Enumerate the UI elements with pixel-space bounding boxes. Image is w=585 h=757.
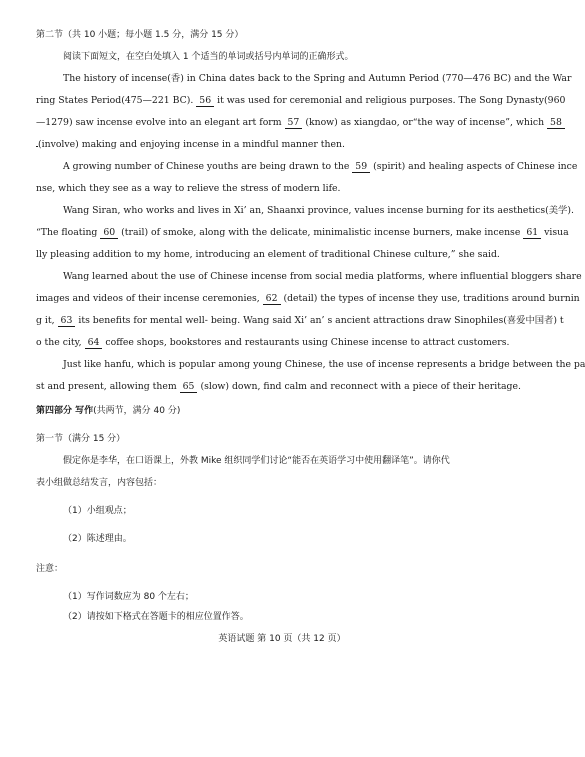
blank-64: 64 xyxy=(85,338,103,349)
passage-text: ring States Period(475—221 BC). xyxy=(36,95,194,106)
passage-line xyxy=(63,161,578,173)
blank-61: 61 xyxy=(523,228,541,239)
blank-60: 60 xyxy=(100,228,118,239)
section1-heading: 第一节（满分 15 分） xyxy=(36,434,126,444)
blank-56: 56 xyxy=(196,96,214,107)
writing-prompt: 表小组做总结发言，内容包括： xyxy=(36,478,163,488)
part4-heading xyxy=(36,405,536,417)
passage-text: (slow) down, find calm and reconnect with a piece of their heritage. xyxy=(200,381,521,392)
instruction: 阅读下面短文，在空白处填入 1 个适当的单词或括号内单词的正确形式。 xyxy=(63,52,354,62)
blank-65: 65 xyxy=(180,382,198,393)
blank-63: 63 xyxy=(58,316,76,327)
passage-line xyxy=(36,227,569,239)
passage-text: st and present, allowing them xyxy=(36,381,177,392)
content-item-2: （2）陈述理由。 xyxy=(63,534,132,544)
passage-line xyxy=(36,117,562,129)
passage-line xyxy=(36,337,536,349)
passage-text: “The floating xyxy=(36,227,98,238)
blank-58: 58 xyxy=(547,118,565,129)
passage-text: A growing number of Chinese youths are being drawn to the xyxy=(63,161,350,172)
part4-title: 第四部分 写作 xyxy=(36,406,94,416)
notes-label: 注意： xyxy=(36,564,64,574)
passage-text: (trail) of smoke, along with the delicate, minimalistic incense burners, make incense xyxy=(121,227,521,238)
passage-line: lly pleasing addition to my home, introducing an element of traditional Chinese culture,” she said. xyxy=(36,249,500,260)
note-2: （2）请按如下格式在答题卡的相应位置作答。 xyxy=(63,612,249,622)
blank-62: 62 xyxy=(263,294,281,305)
passage-line: Wang learned about the use of Chinese incense from social media platforms, where influential bloggers share xyxy=(63,271,582,282)
passage-line xyxy=(36,315,564,327)
page-footer: 英语试题 第 10 页（共 12 页） xyxy=(218,634,346,644)
passage-text: (spirit) and healing aspects of Chinese ince xyxy=(373,161,578,172)
blank-57: 57 xyxy=(285,118,303,129)
passage-text: coffee shops, bookstores and restaurants using Chinese incense to attract customers. xyxy=(105,337,510,348)
passage-text: g it, xyxy=(36,315,55,326)
passage-line: Wang Siran, who works and lives in Xi’ an, Shaanxi province, values incense burning for its aesthetics(美学). xyxy=(63,205,574,216)
passage-line xyxy=(36,95,566,107)
passage-text: —1279) saw incense evolve into an elegant art form xyxy=(36,117,282,128)
passage-line: Just like hanfu, which is popular among young Chinese, the use of incense represents a bridge between the pa xyxy=(63,359,585,370)
passage-text: it was used for ceremonial and religious purposes. The Song Dynasty(960 xyxy=(217,95,566,106)
passage-line xyxy=(36,139,536,151)
passage-line: nse, which they see as a way to relieve the stress of modern life. xyxy=(36,183,341,194)
passage-line xyxy=(36,381,536,393)
section2-heading: 第二节（共 10 小题；每小题 1.5 分，满分 15 分） xyxy=(36,30,244,40)
part4-note: (共两节，满分 40 分) xyxy=(93,406,181,416)
writing-prompt: 假定你是李华，在口语课上，外教 Mike 组织同学们讨论“能否在英语学习中使用翻译笔”。请你代 xyxy=(63,456,450,466)
passage-line xyxy=(36,293,580,305)
passage-line: The history of incense(香) in China dates back to the Spring and Autumn Period (770—476 BC) and the War xyxy=(63,73,572,84)
note-1: （1）写作词数应为 80 个左右； xyxy=(63,592,194,602)
passage-text: (involve) making and enjoying incense in a mindful manner then. xyxy=(38,139,345,150)
passage-text: (know) as xiangdao, or“the way of incense”, which xyxy=(305,117,545,128)
blank-59: 59 xyxy=(352,162,370,173)
passage-text: its benefits for mental well- being. Wang said Xi’ an’ s ancient attractions draw Sinophiles(喜爱中国者) t xyxy=(78,315,564,326)
content-item-1: （1）小组观点； xyxy=(63,506,132,516)
passage-text: o the city, xyxy=(36,337,82,348)
passage-text: (detail) the types of incense they use, traditions around burnin xyxy=(283,293,580,304)
passage-text: visua xyxy=(544,227,569,238)
passage-text: images and videos of their incense ceremonies, xyxy=(36,293,260,304)
